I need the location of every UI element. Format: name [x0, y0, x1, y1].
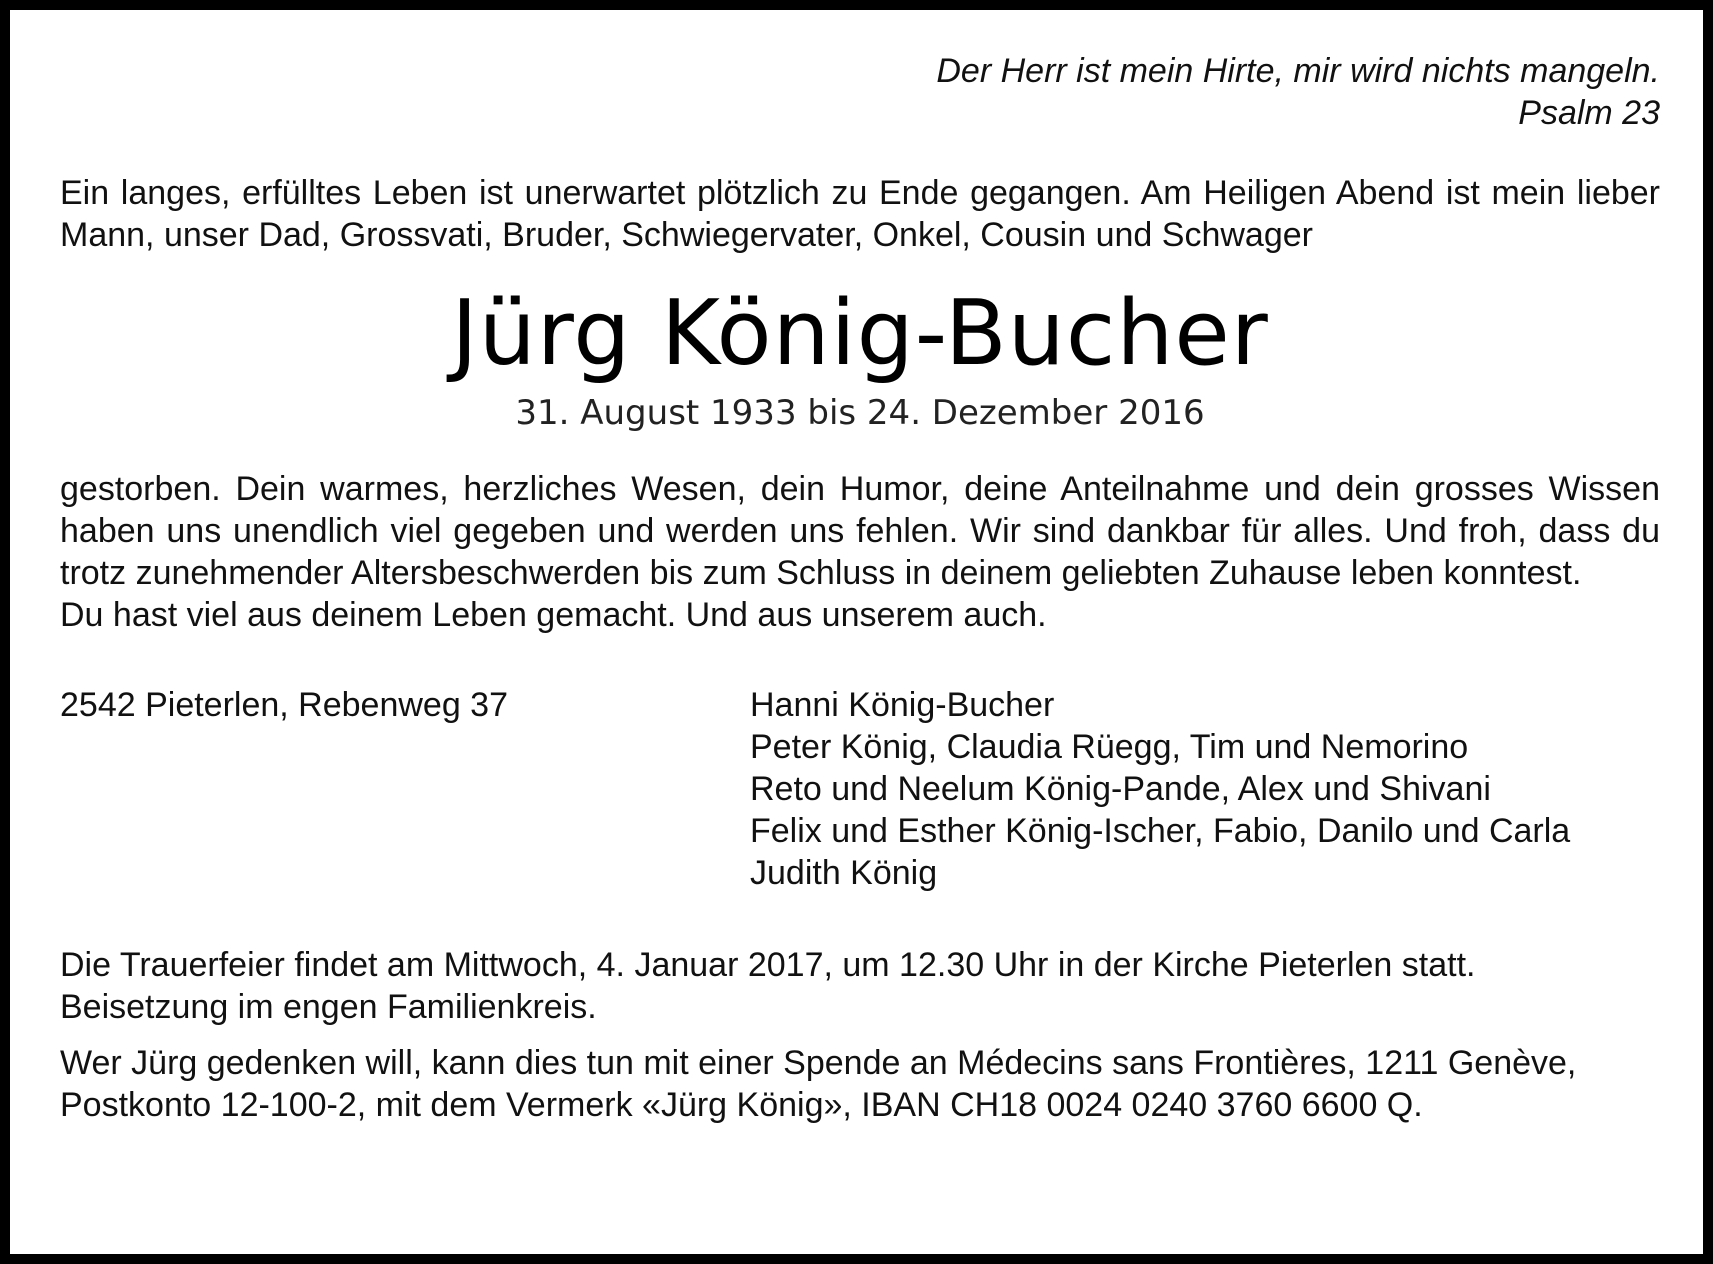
- notice-content: [60, 50, 1660, 1126]
- mourners-list: [750, 684, 1570, 894]
- mourner-entry: Peter König, Claudia Rüegg, Tim und Nemorino: [750, 728, 1469, 766]
- life-dates: 31. August 1933 bis 24. Dezember 2016: [515, 393, 1205, 433]
- intro-paragraph: [60, 172, 1660, 256]
- service-details: Die Trauerfeier findet am Mittwoch, 4. Januar 2017, um 12.30 Uhr in der Kirche Pieterlen statt.: [60, 946, 1476, 984]
- psalm-quote: [60, 50, 1660, 134]
- burial-note: Beisetzung im engen Familienkreis.: [60, 988, 597, 1026]
- donation-info: [60, 1042, 1660, 1126]
- mourner-entry: Felix und Esther König-Ischer, Fabio, Danilo und Carla: [750, 812, 1571, 850]
- intro-text: Ein langes, erfülltes Leben ist unerwartet plötzlich zu Ende gegangen. Am Heiligen Abend ist mein lieber Mann, unser Dad, Grossvati, Bruder, Schwiegervater, Onkel, Cousin und Schwager: [60, 174, 1660, 254]
- mourner-entry: Reto und Neelum König-Pande, Alex und Shivani: [750, 770, 1491, 808]
- donation-recipient: Wer Jürg gedenken will, kann dies tun mit einer Spende an Médecins sans Frontières, 1211 Genève,: [60, 1044, 1577, 1082]
- psalm-source: Psalm 23: [1518, 94, 1660, 132]
- mourner-entry: Judith König: [750, 854, 938, 892]
- tribute-paragraph: gestorben. Dein warmes, herzliches Wesen, dein Humor, deine Anteilnahme und dein grosses Wissen haben uns unendlich viel gegeben und werden uns fehlen. Wir sind dankbar für alles. Und froh, dass du trotz zunehmender Altersbeschwerden bis zum Schluss in deinem geliebten Zuhause leben konntest.: [60, 470, 1660, 592]
- family-block: [60, 684, 1660, 894]
- deceased-name: Jürg König-Bucher: [451, 281, 1269, 386]
- donation-account: Postkonto 12-100-2, mit dem Vermerk «Jürg König», IBAN CH18 0024 0240 3760 6600 Q.: [60, 1086, 1423, 1124]
- psalm-quote-text: Der Herr ist mein Hirte, mir wird nichts mangeln.: [936, 52, 1660, 90]
- mourner-entry: Hanni König-Bucher: [750, 686, 1055, 724]
- tribute-closing: Du hast viel aus deinem Leben gemacht. Und aus unserem auch.: [60, 596, 1047, 634]
- tribute-text: [60, 468, 1660, 636]
- family-address: 2542 Pieterlen, Rebenweg 37: [60, 686, 508, 724]
- funeral-service-info: [60, 944, 1660, 1028]
